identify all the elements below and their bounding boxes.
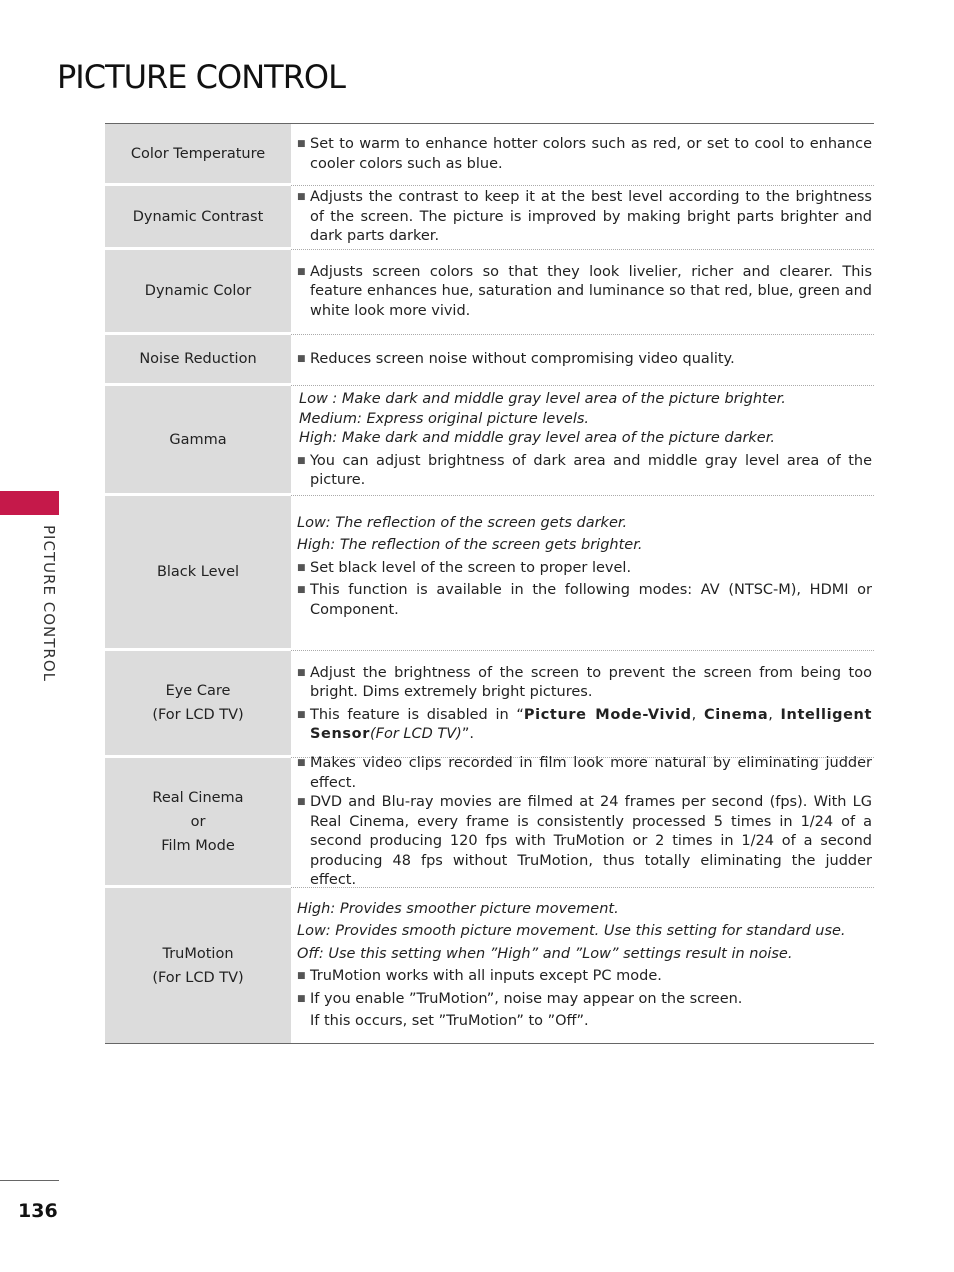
square-bullet-icon: ■ — [297, 667, 306, 678]
square-bullet-icon: ■ — [297, 758, 306, 769]
bullet-item: ■ DVD and Blu-ray movies are filmed at 24 frames per second (fps). With LG Real Cinema, every frame is consistently processed 5 times in 1/24 of a second producing 120 fps with TruMotion or 2 times in 1/24 of a second producing 48 fps without TruMotion, thus totally eliminating the judder effect. — [297, 793, 872, 891]
bullet-item: ■ Adjusts the contrast to keep it at the best level according to the brightness of the screen. The picture is improved by making bright parts brighter and dark parts darker. — [297, 188, 872, 247]
square-bullet-icon: ■ — [297, 562, 306, 573]
setting-label: Black Level — [156, 564, 240, 580]
setting-label: Color Temperature — [130, 145, 266, 162]
mode-name: Picture Mode-Vivid — [523, 706, 692, 723]
square-bullet-icon: ■ — [297, 797, 306, 808]
setting-description — [291, 386, 874, 496]
bullet-item: ■ You can adjust brightness of dark area and middle gray level area of the picture. — [297, 452, 872, 491]
setting-description — [291, 651, 874, 758]
setting-label: Dynamic Contrast — [132, 208, 264, 225]
bullet-item: ■ Reduces screen noise without compromising video quality. — [297, 350, 872, 370]
square-bullet-icon: ■ — [297, 993, 306, 1004]
setting-label: Noise Reduction — [139, 351, 257, 367]
table-row-noise-reduction — [105, 335, 874, 386]
option-line: Low : Make dark and middle gray level area of the picture brighter. — [299, 391, 786, 408]
option-line: High: The reflection of the screen gets brighter. — [297, 537, 643, 554]
option-line: Low: Provides smooth picture movement. Use this setting for standard use. — [297, 923, 846, 939]
option-line: Medium: Express original picture levels. — [299, 410, 590, 427]
setting-label-cell — [105, 250, 291, 335]
setting-label-alt: Film Mode — [161, 837, 235, 854]
bullet-item: ■ This function is available in the following modes: AV (NTSC-M), HDMI or Component. — [297, 581, 872, 620]
setting-description — [291, 755, 874, 889]
bullet-item: ■ TruMotion works with all inputs except PC mode. — [297, 967, 872, 987]
bullet-item-disabled-note: ■ This feature is disabled in “Picture Mode-Vivid, Cinema, Intelligent Sensor(For LCD TV)”. — [297, 706, 872, 745]
square-bullet-icon: ■ — [297, 455, 306, 466]
side-section-label: PICTURE CONTROL — [40, 525, 58, 683]
mode-name: Intelligent Sensor — [310, 706, 873, 742]
setting-label-cell — [105, 335, 291, 386]
mode-name: Cinema — [703, 706, 769, 723]
table-row-dynamic-contrast — [105, 186, 874, 250]
square-bullet-icon: ■ — [297, 971, 306, 981]
bullet-item: ■ Set to warm to enhance hotter colors such as red, or set to cool to enhance cooler colors such as blue. — [297, 135, 872, 174]
setting-label: Real Cinema — [152, 789, 244, 806]
table-row-real-cinema — [105, 755, 874, 889]
bullet-item: ■ Makes video clips recorded in film look more natural by eliminating judder effect. — [297, 754, 872, 793]
table-row-color-temperature — [105, 124, 874, 186]
option-line: Off: Use this setting when ”High” and ”Low” settings result in noise. — [297, 945, 793, 962]
setting-label: TruMotion — [162, 945, 234, 962]
page-number-rule — [0, 1180, 59, 1181]
section-tab-marker — [0, 491, 59, 515]
table-row-black-level — [105, 496, 874, 651]
picture-control-table — [105, 123, 874, 1044]
bullet-item: ■ Adjust the brightness of the screen to prevent the screen from being too bright. Dims extremely bright pictures. — [297, 664, 872, 703]
setting-label-cell — [105, 124, 291, 186]
setting-label-note: (For LCD TV) — [152, 969, 244, 986]
setting-description — [291, 335, 874, 386]
setting-description — [291, 124, 874, 186]
setting-label-cell — [105, 758, 291, 888]
table-row-gamma — [105, 386, 874, 496]
setting-label-cell — [105, 186, 291, 250]
setting-label-cell — [105, 496, 291, 651]
trailing-note: If this occurs, set ”TruMotion” to ”Off”. — [310, 1013, 589, 1029]
square-bullet-icon: ■ — [297, 192, 306, 203]
table-row-dynamic-color — [105, 250, 874, 335]
bullet-item: ■ Adjusts screen colors so that they look livelier, richer and clearer. This feature enhances hue, saturation and luminance so that red, blue, green and white look more vivid. — [297, 263, 872, 322]
bullet-item: ■ Set black level of the screen to proper level. — [297, 559, 872, 579]
square-bullet-icon: ■ — [297, 266, 306, 277]
setting-label-or: or — [190, 813, 206, 830]
page-number: 136 — [18, 1200, 58, 1222]
square-bullet-icon: ■ — [297, 585, 306, 596]
option-line: High: Provides smoother picture movement. — [297, 900, 619, 917]
setting-label: Dynamic Color — [144, 283, 252, 299]
setting-label-cell — [105, 651, 291, 758]
setting-description — [291, 186, 874, 250]
page-title: PICTURE CONTROL — [57, 58, 345, 96]
setting-label: Eye Care — [165, 683, 231, 699]
setting-description — [291, 888, 874, 1043]
table-row-trumotion — [105, 888, 874, 1043]
square-bullet-icon: ■ — [297, 354, 306, 365]
square-bullet-icon: ■ — [297, 139, 306, 149]
setting-description — [291, 250, 874, 335]
setting-label-cell — [105, 888, 291, 1043]
bullet-item: ■ If you enable ”TruMotion”, noise may appear on the screen. — [297, 990, 872, 1010]
setting-label: Gamma — [169, 431, 227, 448]
option-line: Low: The reflection of the screen gets darker. — [297, 514, 628, 531]
setting-label-cell — [105, 386, 291, 496]
table-row-eye-care — [105, 651, 874, 758]
setting-label-note: (For LCD TV) — [152, 707, 244, 723]
option-line: High: Make dark and middle gray level area of the picture darker. — [299, 430, 775, 447]
square-bullet-icon: ■ — [297, 709, 306, 720]
setting-description — [291, 496, 874, 651]
